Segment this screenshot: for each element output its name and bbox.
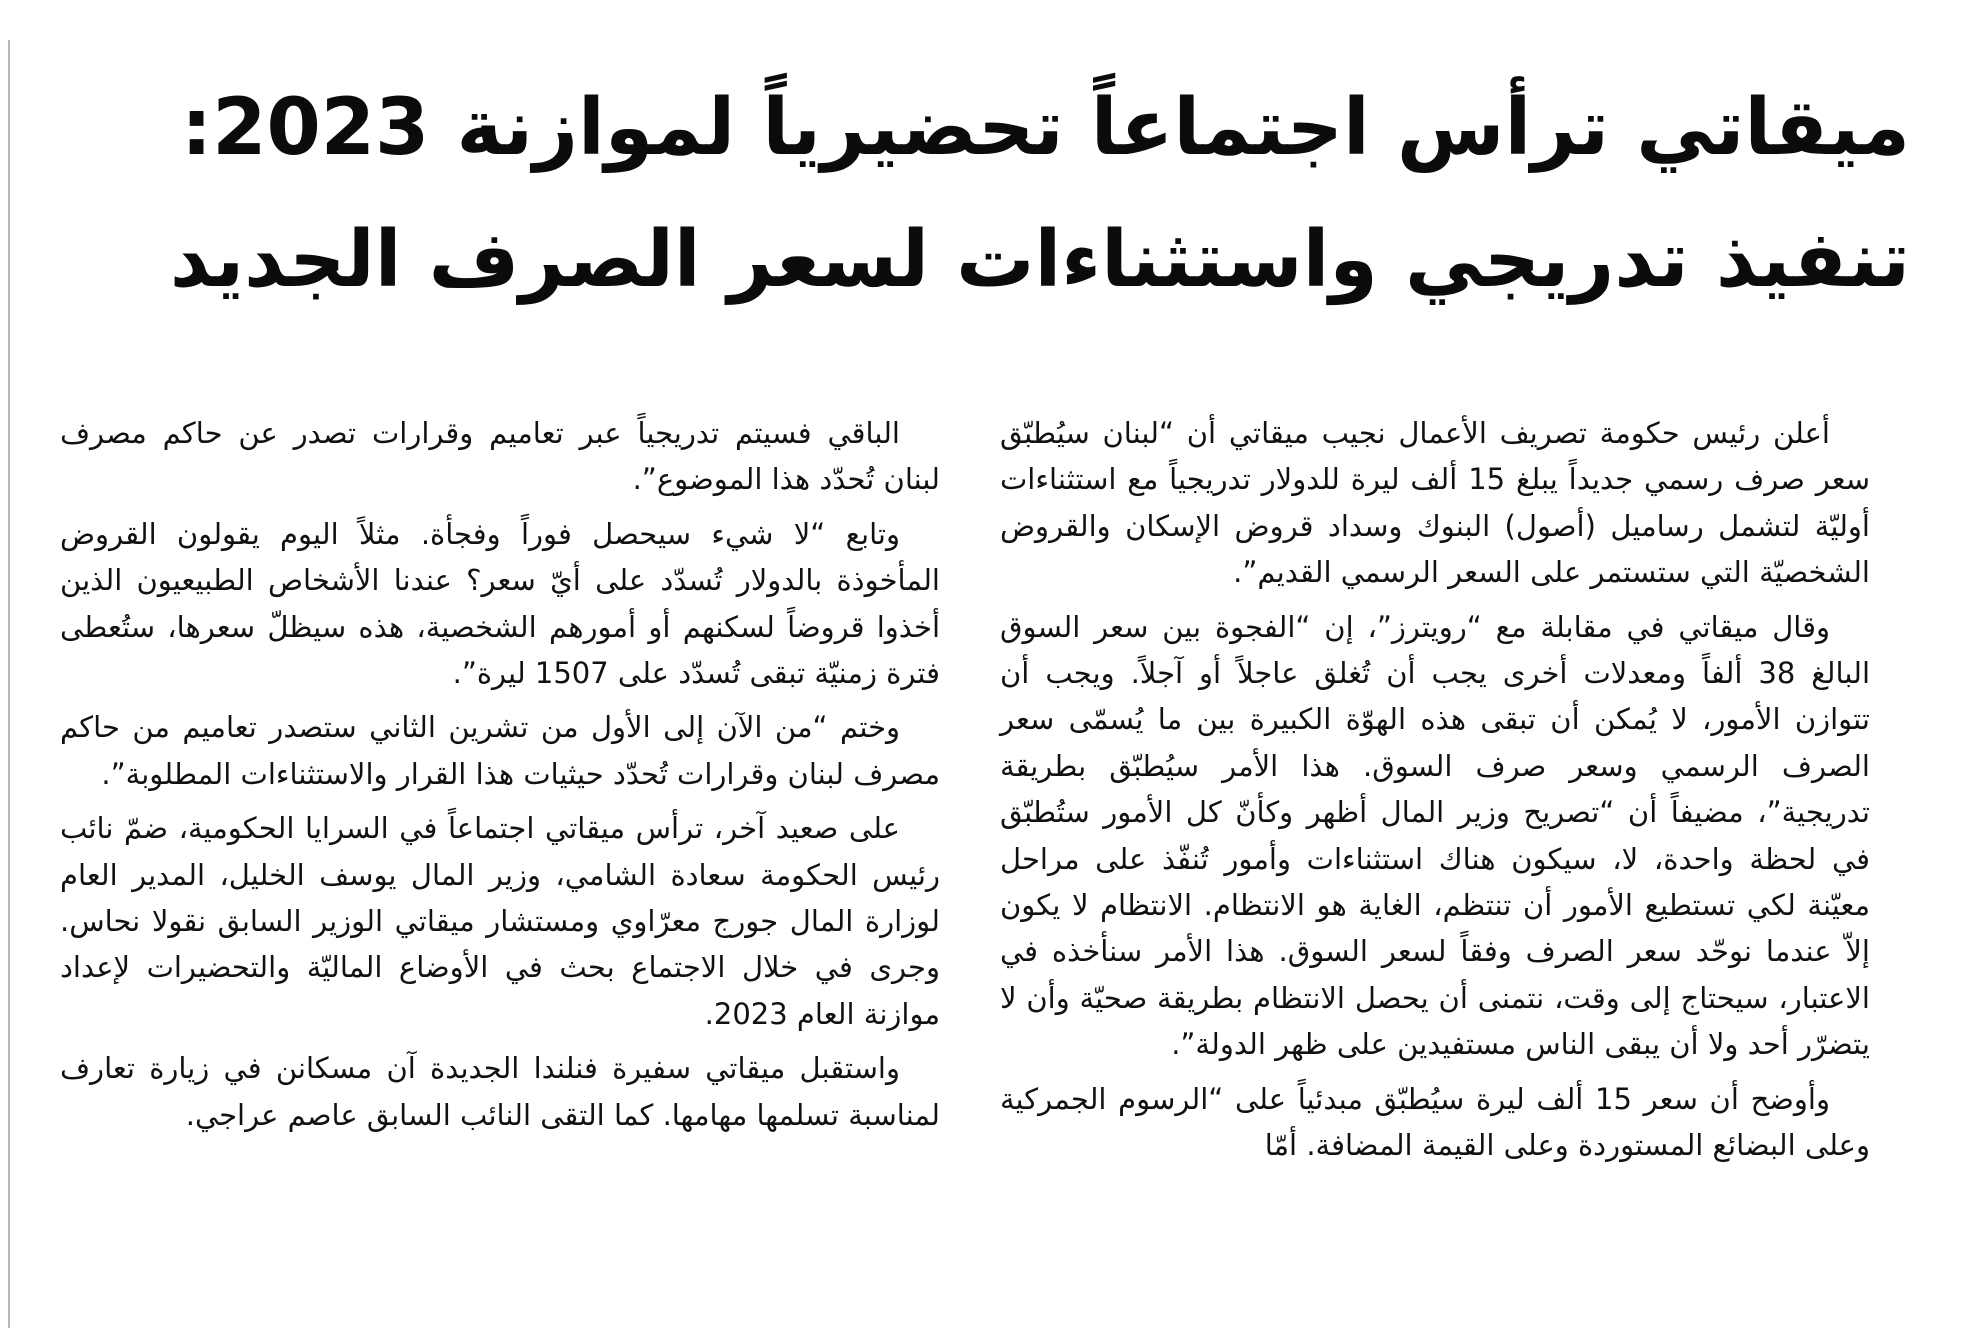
- article-headline: [150, 62, 1910, 326]
- paragraph: وأوضح أن سعر 15 ألف ليرة سيُطبّق مبدئياً على “الرسوم الجمركية وعلى البضائع المستوردة وعلى القيمة المضافة. أمّا: [1000, 1081, 1870, 1163]
- paragraph: وختم “من الآن إلى الأول من تشرين الثاني ستصدر تعاميم من حاكم مصرف لبنان وقرارات تُحدّد حيثيات هذا القرار والاستثناءات المطلوبة”.: [60, 710, 940, 791]
- article-column-right: [1000, 410, 1870, 1177]
- article-column-left: [60, 410, 940, 1146]
- headline-line-2: تنفيذ تدريجي واستثناءات لسعر الصرف الجديد: [169, 215, 1910, 305]
- paragraph: وتابع “لا شيء سيحصل فوراً وفجأة. مثلاً اليوم يقولون القروض المأخوذة بالدولار تُسدّد على أيّ سعر؟ عندنا الأشخاص الطبيعيون الذين أخذوا قروضاً لسكنهم أو أمورهم الشخصية، هذه سيظلّ سعرها، ستُعطى فترة زمنيّة تبقى تُسدّد على 1507 ليرة”.: [60, 516, 940, 691]
- paragraph: أعلن رئيس حكومة تصريف الأعمال نجيب ميقاتي أن “لبنان سيُطبّق سعر صرف رسمي جديداً يبلغ 15 ألف ليرة للدولار تدريجياً مع استثناءات أوليّة لتشمل رساميل (أصول) البنوك وسداد قروض الإسكان والقروض الشخصيّة التي ستستمر على السعر الرسمي القديم”.: [1000, 416, 1870, 590]
- paragraph: الباقي فسيتم تدريجياً عبر تعاميم وقرارات تصدر عن حاكم مصرف لبنان تُحدّد هذا الموضوع”.: [60, 416, 940, 497]
- paragraph: على صعيد آخر، ترأس ميقاتي اجتماعاً في السرايا الحكومية، ضمّ نائب رئيس الحكومة سعادة الشامي، وزير المال يوسف الخليل، المدير العام لوزارة المال جورج معرّاوي ومستشار ميقاتي الوزير السابق نقولا نحاس. وجرى في خلال الاجتماع بحث في الأوضاع الماليّة والتحضيرات لإعداد موازنة العام 2023.: [60, 811, 940, 1031]
- paragraph: وقال ميقاتي في مقابلة مع “رويترز”، إن “الفجوة بين سعر السوق البالغ 38 ألفاً ومعدلات أخرى يجب أن تُغلق عاجلاً أو آجلاً. ويجب أن تتوازن الأمور، لا يُمكن أن تبقى هذه الهوّة الكبيرة بين ما يُسمّى سعر الصرف الرسمي وسعر صرف السوق. هذا الأمر سيُطبّق بطريقة تدريجية”، مضيفاً أن “تصريح وزير المال أظهر وكأنّ كل الأمور ستُطبّق في لحظة واحدة، لا، سيكون هناك استثناءات وأمور تُنفّذ على مراحل معيّنة لكي تستطيع الأمور أن تنتظم، الغاية هو الانتظام. الانتظام لا يكون إلاّ عندما نوحّد سعر الصرف وفقاً لسعر السوق. هذا الأمر سنأخذه في الاعتبار، سيحتاج إلى وقت، نتمنى أن يحصل الانتظام بطريقة صحيّة وأن لا يتضرّر أحد ولا أن يبقى الناس مستفيدين على ظهر الدولة”.: [1000, 609, 1871, 1062]
- paragraph: واستقبل ميقاتي سفيرة فنلندا الجديدة آن مسكانن في زيارة تعارف لمناسبة تسلمها مهامها. كما التقى النائب السابق عاصم عراجي.: [60, 1051, 940, 1132]
- page-edge-rule: [8, 40, 10, 1328]
- headline-line-1: ميقاتي ترأس اجتماعاً تحضيرياً لموازنة 2023:: [181, 83, 1910, 173]
